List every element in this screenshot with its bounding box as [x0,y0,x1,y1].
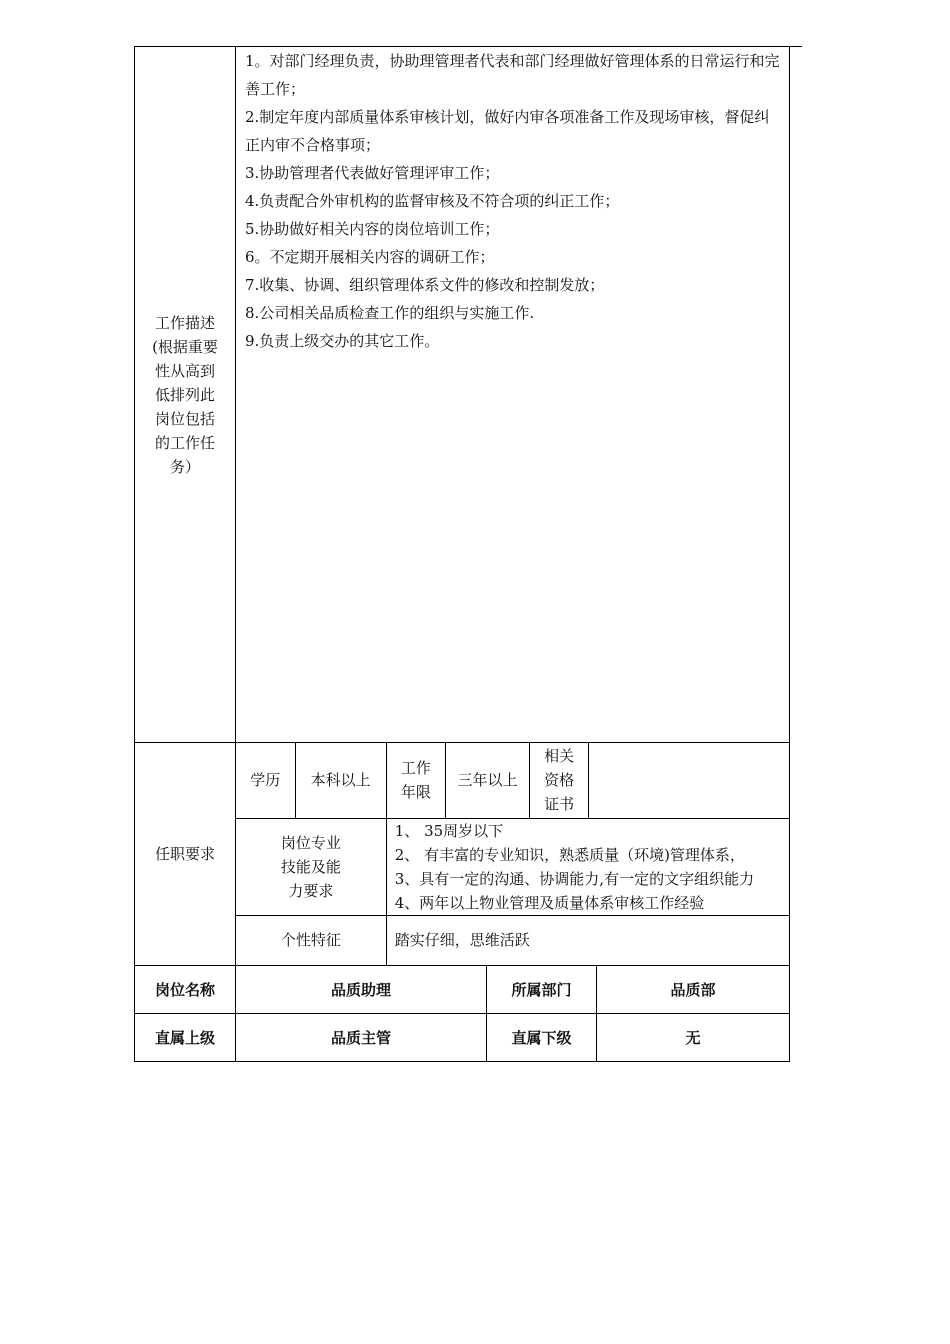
description-label-line: (根据重要 [152,337,218,356]
description-label-line: 性从高到 [154,361,215,380]
skill-item: 3、具有一定的沟通、协调能力,有一定的文字组织能力 [394,869,755,888]
position-name-label: 岗位名称 [135,966,236,1014]
description-label [135,47,236,743]
education-value: 本科以上 [295,743,386,818]
duty-item: 7.收集、协调、组织管理体系文件的修改和控制发放； [245,276,605,294]
skills-content [386,818,789,915]
education-label: 学历 [236,743,295,818]
duty-item: 4.负责配合外审机构的监督审核及不符合项的纠正工作； [245,192,620,210]
skills-label [236,818,386,915]
skills-row [236,818,789,915]
basic-requirements-row [236,743,789,818]
skill-item: 1、 35周岁以下 [394,821,504,840]
description-label-line: 务） [169,457,200,476]
description-label-line: 工作描述 [154,313,215,332]
skill-item: 2、 有丰富的专业知识，熟悉质量（环境)管理体系， [394,845,745,864]
skill-item: 4、两年以上物业管理及质量体系审核工作经验 [394,893,705,912]
duty-item: 1。对部门经理负责，协助理管理者代表和部门经理做好管理体系的日常运行和完善工作； [245,52,780,98]
duty-item: 3.协助管理者代表做好管理评审工作； [245,164,500,182]
skills-label-line: 力要求 [288,881,334,900]
skills-label-line: 技能及能 [280,857,341,876]
skills-label-line: 岗位专业 [280,833,341,852]
position-row [135,966,790,1014]
superior-value: 品质主管 [236,1014,487,1062]
certificate-label-line: 资格 [544,771,575,790]
certificate-label-line: 证书 [544,795,575,814]
certificate-label-line: 相关 [544,747,575,766]
job-description-form [134,46,790,1062]
reporting-row [135,1014,790,1062]
duty-item: 9.负责上级交办的其它工作。 [245,332,440,350]
duty-item: 5.协助做好相关内容的岗位培训工作； [245,220,500,238]
experience-value: 三年以上 [445,743,529,818]
duty-item: 2.制定年度内部质量体系审核计划，做好内审各项准备工作及现场审核，督促纠正内审不合格事项； [245,108,770,154]
department-label: 所属部门 [487,966,597,1014]
personality-value: 踏实仔细，思维活跃 [386,915,789,965]
description-row [135,47,790,743]
duty-item: 8.公司相关品质检查工作的组织与实施工作. [245,304,535,322]
duty-list [245,47,781,355]
requirements-label: 任职要求 [135,743,236,966]
certificate-value [589,743,789,818]
certificate-label [530,743,589,818]
experience-label [386,743,445,818]
experience-label-line: 工作 [400,759,431,778]
experience-label-line: 年限 [400,783,431,802]
description-label-line: 的工作任 [154,433,215,452]
subordinate-value: 无 [597,1014,790,1062]
personality-label: 个性特征 [236,915,386,965]
requirements-grid [236,743,789,965]
description-label-line: 低排列此 [154,385,215,404]
duty-item: 6。不定期开展相关内容的调研工作； [245,248,495,266]
personality-row [236,915,789,965]
subordinate-label: 直属下级 [487,1014,597,1062]
department-value: 品质部 [597,966,790,1014]
description-label-line: 岗位包括 [154,409,215,428]
superior-label: 直属上级 [135,1014,236,1062]
position-name-value: 品质助理 [236,966,487,1014]
requirements-content [236,743,790,966]
requirements-row [135,743,790,966]
description-content [236,47,790,743]
